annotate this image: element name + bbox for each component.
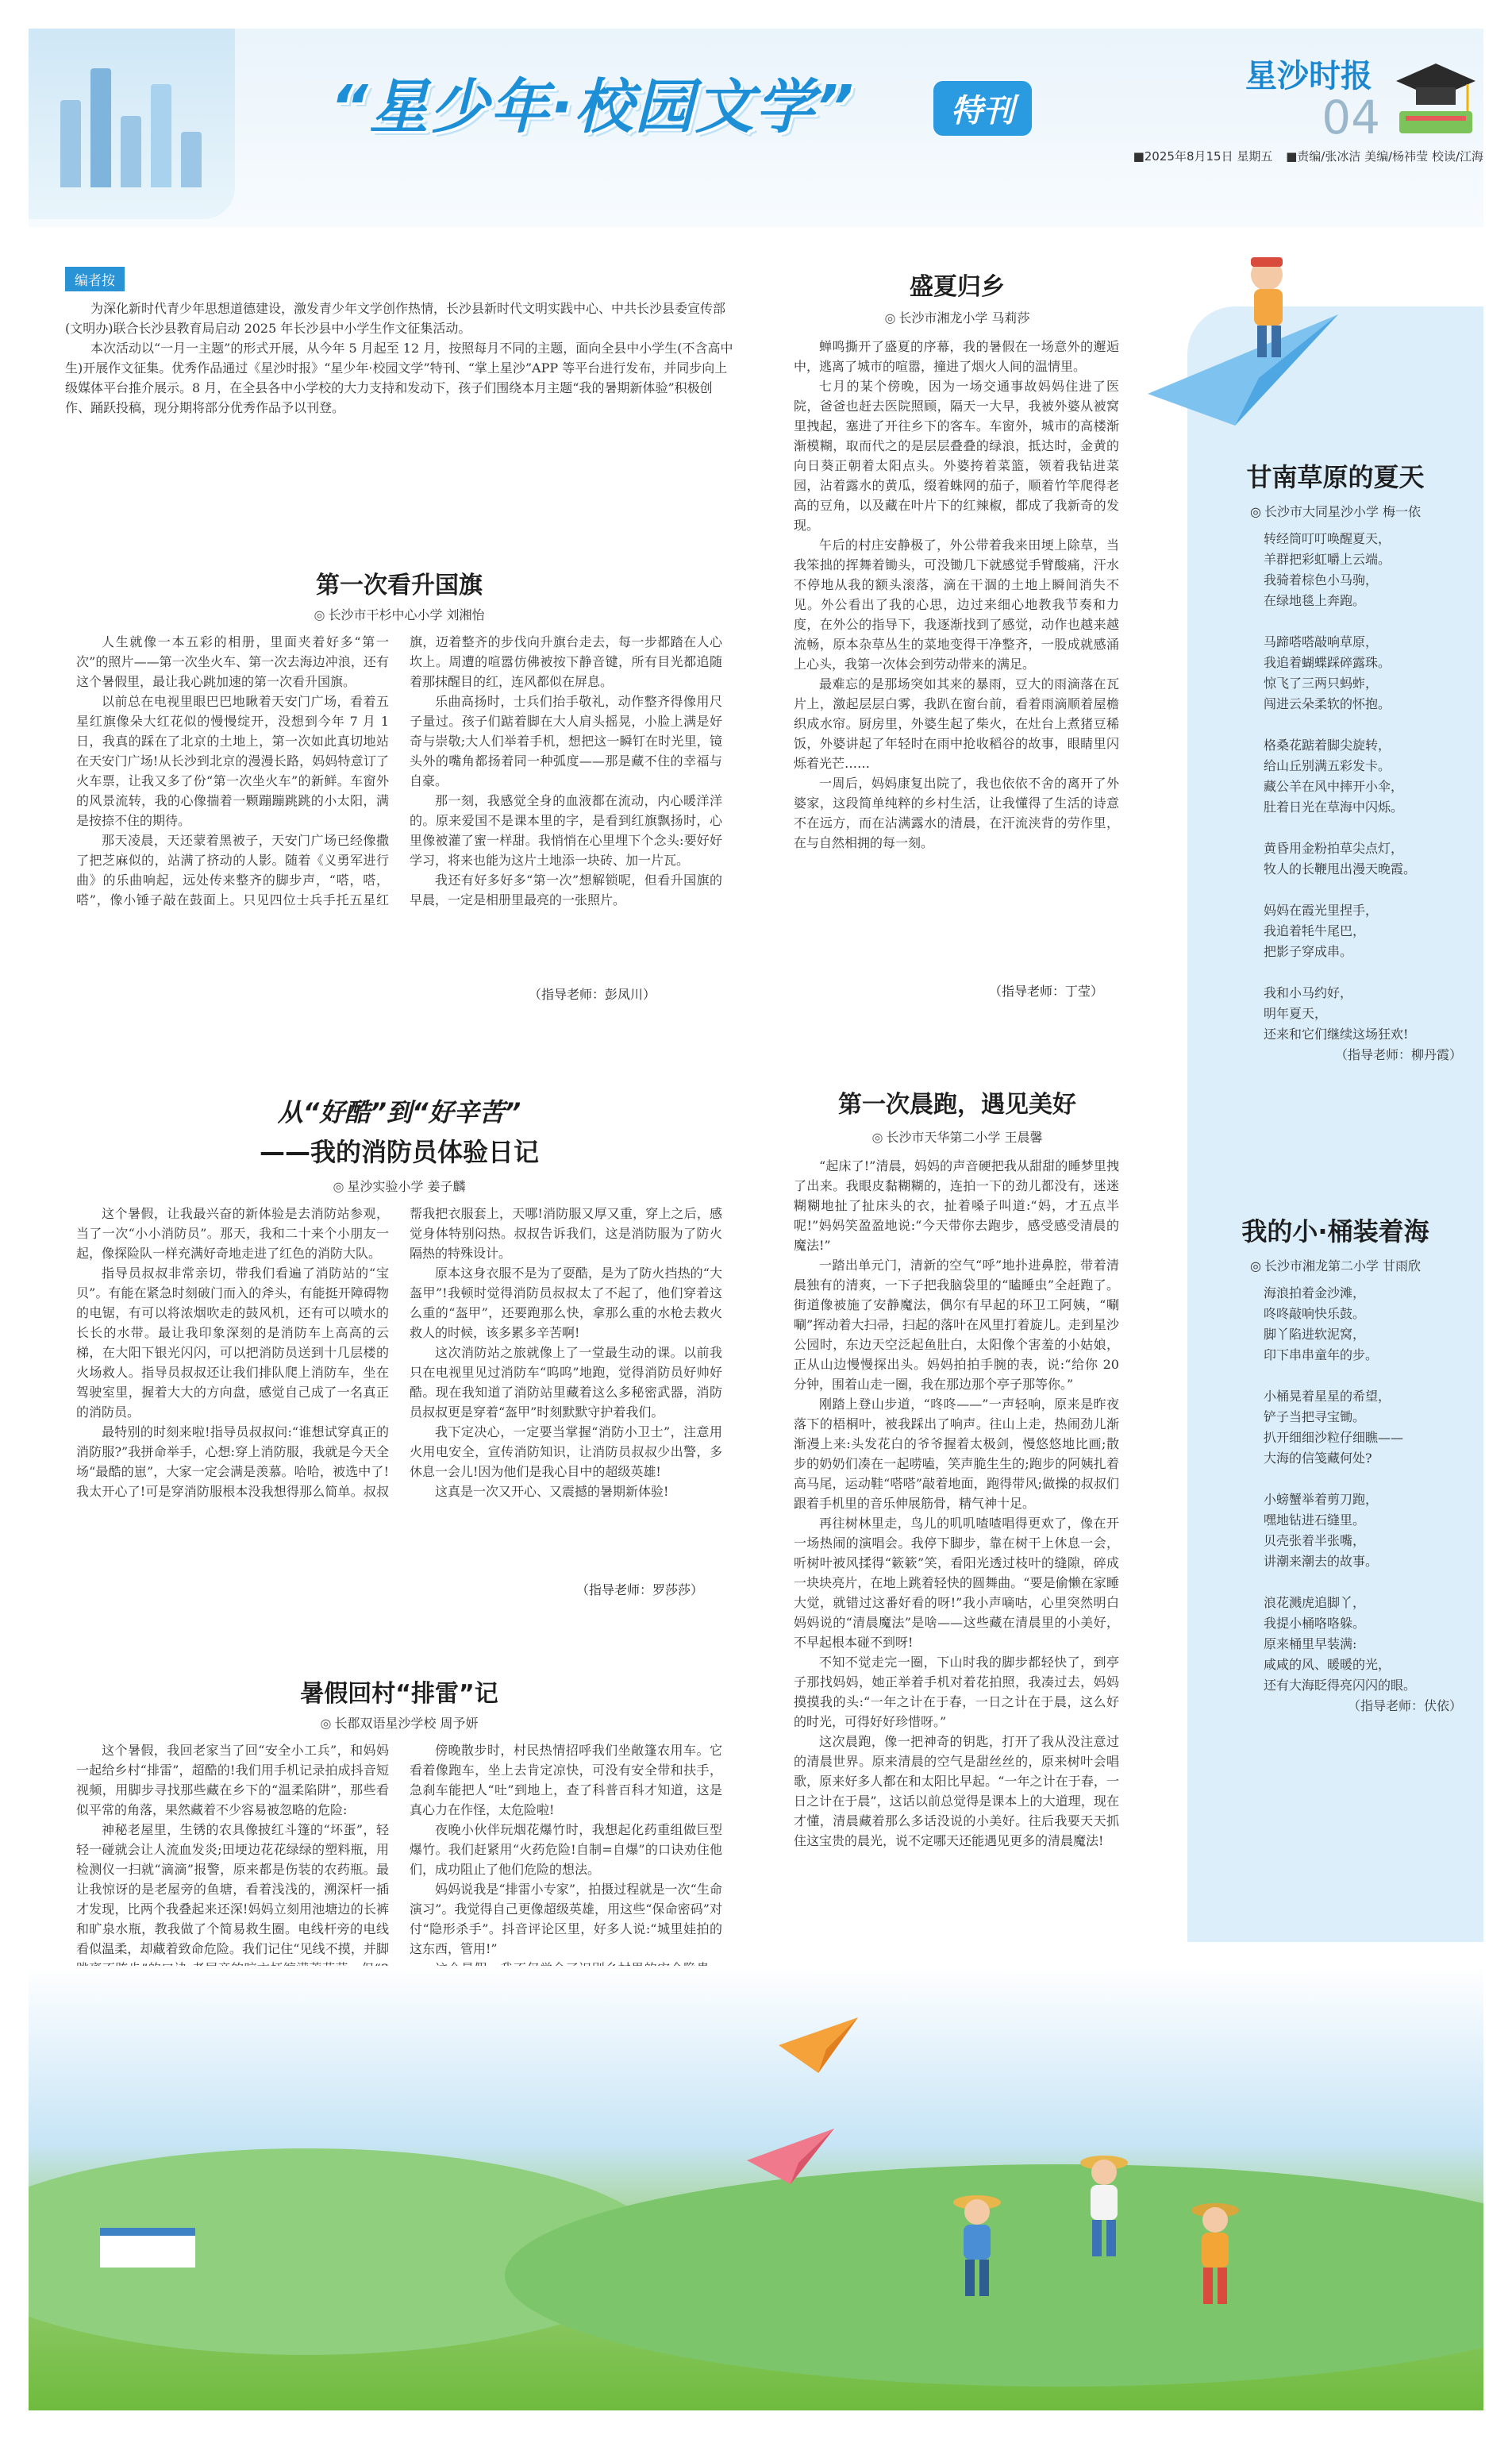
paragraph: 以前总在电视里眼巴巴地瞅着天安门广场，看着五星红旗像朵大红花似的慢慢绽开，没想到今年 7 月 1 日，我真的踩在了北京的土地上，第一次如此真切地站在天安门广场!从长沙到北京的漫漫长路，妈妈特意订了火车票，让我又多了份“第一次坐火车”的新鲜。车窗外的风景流转，我的心像揣着一颗蹦蹦跳跳的小太阳，满是按捺不住的期待。 (76, 694, 389, 828)
poem-line: 给山丘别满五彩发卡。 (1264, 758, 1391, 773)
article-subtitle-firefighter: ——我的消防员体验日记 (259, 1137, 539, 1167)
paragraph: 七月的某个傍晚，因为一场交通事故妈妈住进了医院，爸爸也赶去医院照顾，隔天一大早，我被外婆从被窝里拽起，塞进了开往乡下的客车。车窗外，城市的高楼渐渐模糊，取而代之的是层层叠叠的绿浪，抵达时，金黄的向日葵正朝着太阳点头。外婆挎着菜篮，领着我钻进菜园，沾着露水的黄瓜，缀着蛛网的茄子，顺着竹竿爬得老高的豆角，以及藏在叶片下的红辣椒，都成了我新奇的发现。 (794, 379, 1119, 533)
dateline (1124, 148, 1483, 164)
article-author-run: ◎ 长沙市天华第二小学 王晨馨 (759, 1127, 1156, 1146)
article-title-flag: 第一次看升国旗 (316, 572, 483, 599)
paper-plane-kid-illustration (1140, 243, 1346, 433)
paragraph: 这个暑假，我回老家当了回“安全小工兵”，和妈妈一起给乡村“排雷”，超酷的!我们用手机记录拍成抖音短视频，用脚步寻找那些藏在乡下的“温柔陷阱”，那些看似平常的角落，果然藏着不少容易被忽略的危险: (76, 1743, 389, 1817)
article-title-run: 第一次晨跑，遇见美好 (838, 1091, 1076, 1119)
editor-note (65, 299, 733, 418)
poem-line: 妈妈在霞光里捏手， (1264, 903, 1379, 918)
article-title-home: 盛夏归乡 (910, 273, 1005, 301)
paragraph: 乐曲高扬时，士兵们抬手敬礼，动作整齐得像用尺子量过。孩子们踮着脚在大人肩头摇晃，小脸上满是好奇与崇敬;大人们举着手机，想把这一瞬钉在时光里，镜头外的嘴角都扬着同一种弧度——那是藏不住的幸福与自豪。 (410, 694, 722, 788)
paragraph: 妈妈说我是“排雷小专家”，拍摄过程就是一次“生命演习”。我觉得自己更像超级英雄，用这些“保命密码”对付“隐形杀手”。抖音评论区里，好多人说:“城里娃拍的这东西，管用!” (410, 1882, 722, 1956)
special-issue-title: “星少年·校园文学” (330, 73, 856, 141)
teacher-credit-firefighter: （指导老师：罗莎莎） (576, 1582, 704, 1597)
paragraph: 那一刻，我感觉全身的血液都在流动，内心暖洋洋的。原来爱国不是课本里的字，是看到红旗飘扬时，心里像被灌了蜜一样甜。我悄悄在心里埋下个念头:要好好学习，将来也能为这片土地添一块砖、加一片瓦。 (410, 793, 722, 868)
page-header (29, 29, 1483, 227)
article-author-home: ◎ 长沙市湘龙小学 马莉莎 (759, 308, 1156, 326)
poem-title-gannan: 甘南草原的夏天 (1246, 462, 1425, 492)
poem-line: 原来桶里早装满: (1264, 1636, 1357, 1651)
paragraph: 夜晚小伙伴玩烟花爆竹时，我想起化药重组做巨型爆竹。我们赶紧用“火药危险!自制=自爆”的口诀劝住他们，成功阻止了他们危险的想法。 (410, 1822, 722, 1877)
teacher-credit-bucket: （指导老师：伏依） (1347, 1698, 1462, 1713)
article-author-village: ◎ 长郡双语星沙学校 周予妍 (65, 1713, 733, 1732)
paragraph: 神秘老屋里，生锈的农具像披红斗篷的“坏蛋”，轻轻一碰就会让人流血发炎;田埂边花花绿绿的塑料瓶，用检测仪一扫就“滴滴”报警，原来都是伤装的农药瓶。最让我惊讶的是老屋旁的鱼塘，看着浅浅的，溯深杆一插才发现，比两个我叠起来还深!妈妈立刻用池塘边的长裤和旷泉水瓶，教我做了个简易救生圈。电线杆旁的电线看似温柔，却藏着致命危险。我们记住“见线不摸，并脚 (76, 1822, 389, 1956)
poem-line: 嘿地钻进石缝里。 (1264, 1512, 1366, 1528)
paragraph: 原本这身衣服不是为了耍酷，是为了防火挡热的“大盔甲”!我顿时觉得消防员叔叔太了不起了，他们穿着这么重的“盔甲”，还要跑那么快，拿那么重的水枪去救火救人的时候，该多累多辛苦啊! (410, 1266, 722, 1340)
paragraph: 不知不觉走完一圈，下山时我的脚步都轻快了，到亭子那找妈妈，她正举着手机对着花拍照，我凑过去，妈妈摸摸我的头:“一年之计在于春，一日之计在于晨，这么好的时光，可得好好珍惜呀。” (794, 1655, 1119, 1729)
poem-line: 铲子当把寻宝锄。 (1264, 1409, 1366, 1424)
poem-line: 藏公羊在风中摔开小伞， (1264, 779, 1404, 794)
poem-line: 转经筒叮叮唤醒夏天， (1264, 531, 1391, 546)
paragraph: 蝉鸣撕开了盛夏的序幕，我的暑假在一场意外的邂逅中，逃离了城市的喧嚣，撞进了烟火人间的温情里。 (794, 339, 1119, 374)
teacher-credit-flag: （指导老师：彭凤川） (529, 987, 656, 1002)
article-author-flag: ◎ 长沙市干杉中心小学 刘湘怡 (65, 605, 733, 623)
newspaper-page (29, 29, 1483, 2410)
paragraph: 我下定决心，一定要当掌握“消防小卫士”，注意用火用电安全，宣传消防知识，让消防员叔叔少出警，多休息一会儿!因为他们是我心目中的超级英雄! (410, 1424, 722, 1479)
masthead: 星沙时报 (1245, 58, 1372, 94)
poem-line: 把影子穿成串。 (1264, 944, 1353, 959)
paragraph: 人生就像一本五彩的相册，里面夹着好多“第一次”的照片——第一次坐火车、第一次去海边冲浪，还有这个暑假里，最让我心跳加速的第一次看升国旗。 (76, 634, 389, 689)
paragraph: 最特别的时刻来啦!指导员叔叔问:“谁想试穿真正的消防服?”我拼命举手，心想:穿上消防服，我就是今天全场“最酷的崽”，大家一定会满是羡慕。哈哈，被选中了!我太开心了!可是穿消防服根本没我想得那么简单。叔叔帮我把衣服套上，天哪!消防服又厚又重，穿上之后，感觉身体特别闷热。叔叔告诉我们，这是消防服为了防火隔热的特殊设计。 (76, 1206, 722, 1499)
article-body-run (794, 1156, 1119, 1990)
poem-line: 黄昏用金粉拍草尖点灯， (1264, 841, 1404, 856)
poem-body-gannan (1264, 529, 1470, 1065)
poem-line: 还有大海眨得亮闪闪的眼。 (1264, 1678, 1417, 1693)
running-child-illustration (1187, 2196, 1243, 2315)
running-child-illustration (1076, 2148, 1132, 2268)
article-title-village: 暑假回村“排雷”记 (300, 1680, 498, 1708)
paper-plane-icon (743, 2125, 838, 2188)
page-number: 04 (1322, 91, 1380, 144)
paragraph: 这次晨跑，像一把神奇的钥匙，打开了我从没注意过的清晨世界。原来清晨的空气是甜丝丝的，原来树叶会唱歌，原来好多人都在和太阳比早起。“一年之计在于春，一日之计在于晨”，这话以前总觉得是课本上的大道理，现在才懂，清晨藏着那么多话没说的小美好。往后我要天天抓住这宝贵的晨光，说不定哪天还能遇见更多的清晨魔法! (794, 1734, 1119, 1848)
summer-landscape-illustration (29, 1966, 1483, 2410)
article-title-firefighter: 从“好酷”到“好辛苦” (277, 1097, 521, 1127)
poem-line: 我和小马约好， (1264, 985, 1353, 1000)
poem-line: 在绿地毯上奔跑。 (1264, 593, 1366, 608)
paragraph: 这个暑假，让我最兴奋的新体验是去消防站参观，当了一次“小小消防员”。那天，我和二十来个小朋友一起，像探险队一样充满好奇地走进了红色的消防大队。 (76, 1206, 389, 1261)
poem-line: 大海的信笺藏何处? (1264, 1451, 1372, 1466)
teacher-credit-gannan: （指导老师：柳丹霞） (1334, 1047, 1462, 1062)
poem-author-gannan: ◎ 长沙市大同星沙小学 梅一依 (1187, 502, 1483, 520)
paragraph: “起床了!”清晨，妈妈的声音硬把我从甜甜的睡梦里拽了出来。我眼皮黏糊糊的，连拍一下的劲儿都没有，迷迷糊糊地扯了扯床头的衣，扯着嗓子叫道:“妈，才五点半呢!”妈妈笑盈盈地说:“今天带你去跑步，感受感受清晨的魔法!” (794, 1158, 1119, 1253)
editor-note-paragraph: 本次活动以“一月一主题”的形式开展，从今年 5 月起至 12 月，按照每月不同的主题，面向全县中小学生(不含高中生)开展作文征集。优秀作品通过《星沙时报》“星少年·校园文学”特刊、“掌上星沙”APP 等平台进行发布，并同步向上级媒体平台推介展示。8 月，在全县各中小学校的大力支持和发动下，孩子们围绕本月主题“我的暑期新体验”积极创作、踊跃投稿，现分期将部分优秀作品予以刊登。 (65, 341, 733, 415)
poem-line: 我骑着棕色小马驹， (1264, 572, 1379, 588)
teacher-credit-home: （指导老师：丁莹） (989, 984, 1104, 999)
poem-line: 海浪拍着金沙滩， (1264, 1285, 1366, 1300)
paragraph: 那天凌晨，天还蒙着黑被子，天安门广场已经像撒了把芝麻似的，站满了挤动的人影。随着《义勇军进行曲》的乐曲响起，远处传来整齐的脚步声，“嗒，嗒，嗒”，像小锤子敲在鼓面上。只见四位士兵手托五星红旗，迈着整齐的步伐向升旗台走去，每一步都踏在人心坎上。周遭的喧嚣仿佛被按下静音键，所有目光都追随着那抹醒目的红，连风都似在屏息。 (76, 634, 722, 907)
article-body-home (794, 337, 1119, 972)
special-issue-badge: 特刊 (933, 81, 1032, 136)
paragraph: 这次消防站之旅就像上了一堂最生动的课。以前我只在电视里见过消防车“呜呜”地跑，觉得消防员好帅好酷。现在我知道了消防站里藏着这么多秘密武器，消防员叔叔更是穿着“盔甲”时刻默默守护着我们。 (410, 1345, 722, 1420)
poem-line: 脚丫陷进软泥窝， (1264, 1327, 1366, 1342)
poem-line: 浪花溅虎追脚丫， (1264, 1595, 1366, 1610)
poem-line: 羊群把彩虹嚼上云端。 (1264, 552, 1391, 567)
poem-line: 讲潮来潮去的故事。 (1264, 1554, 1379, 1569)
graduation-cap-icon (1388, 49, 1483, 137)
poem-line: 扒开细细沙粒仔细瞧—— (1264, 1430, 1404, 1445)
poem-line: 我追着蝴蝶踩碎露珠。 (1264, 655, 1391, 670)
poem-line: 小桶晃着星星的希望， (1264, 1389, 1391, 1404)
article-author-firefighter: ◎ 星沙实验小学 姜子麟 (65, 1177, 733, 1195)
poem-line: 咸咸的风、暖暖的光， (1264, 1657, 1391, 1672)
paragraph: 刚踏上登山步道，“咚咚——”一声轻响，原来是昨夜落下的梧桐叶，被我踩出了响声。往山上走，热闹劲儿渐渐漫上来:头发花白的爷爷握着太极剑，慢悠悠地比画;散步的奶奶们凑在一起唠嗑，笑声脆生生的;跑步的阿姨扎着高马尾，运动鞋“嗒嗒”敲着地面，跑得带风;做操的叔叔们跟着手机里的音乐伸展筋骨，精气神十足。 (794, 1397, 1119, 1511)
paper-plane-icon (775, 2013, 862, 2077)
article-body-firefighter (76, 1204, 722, 1601)
poem-line: 明年夏天， (1264, 1006, 1328, 1021)
paragraph: 我还有好多好多“第一次”想解锁呢，但看升国旗的早晨，一定是相册里最亮的一张照片。 (410, 873, 722, 907)
poem-line: 还来和它们继续这场狂欢! (1264, 1027, 1409, 1042)
paragraph: 午后的村庄安静极了，外公带着我来田埂上除草，当我笨拙的挥舞着锄头，可没锄几下就感觉手臂酸痛，汗水不停地从我的额头滚落，滴在干涸的土地上瞬间消失不见。外公看出了我的心思，边过来细心地教我节奏和力度，在外公的指导下，我逐渐找到了感觉，动作也越来越流畅，原本杂草丛生的菜地变得干净整齐，一股成就感涌上心头，我第一次体会到劳动带来的满足。 (794, 538, 1119, 672)
paragraph: 指导员叔叔非常亲切，带我们看遍了消防站的“宝贝”。有能在紧急时刻破门而入的斧头，有能挺开障碍物的电锯，有可以将浓烟吹走的鼓风机，还有可以喷水的长长的水带。最让我印象深刻的是消防车上高高的云梯，在大阳下银光闪闪，可以把消防员送到十几层楼的火场救人。指导员叔叔还让我们排队爬上消防车，坐在驾驶室里，握着大大的方向盘，感觉自己成了一名真正的消防员。 (76, 1266, 389, 1420)
poem-column (1187, 306, 1483, 1942)
article-body-flag (76, 632, 722, 1004)
farmhouse (100, 2228, 195, 2268)
paragraph: 再往树林里走，鸟儿的叽叽喳喳唱得更欢了，像在开一场热闹的演唱会。我停下脚步，靠在树干上休息一会，听树叶被风揉得“簌簌”笑，看阳光透过枝叶的缝隙，碎成一块块亮片，在地上跳着轻快的圆舞曲。“要是偷懒在家睡大觉，就错过这番好看的呀!”我小声嘀咕，心里突然明白妈妈说的“清晨魔法”是啥——这些藏在清晨里的小美好，不早起根本碰不到呀! (794, 1516, 1119, 1650)
poem-line: 闯进云朵柔软的怀抱。 (1264, 696, 1391, 711)
issue-date: ■2025年8月15日 星期五 (1133, 149, 1273, 164)
poem-line: 我提小桶咯咯躲。 (1264, 1616, 1366, 1631)
paragraph: 一踏出单元门，清新的空气“呼”地扑进鼻腔，带着清晨独有的清爽，一下子把我脑袋里的“瞌睡虫”全赶跑了。街道像被施了安静魔法，偶尔有早起的环卫工阿姨，“唰唰”挥动着大扫帚，扫起的落叶在风里打着旋儿。走到星沙公园时，东边天空泛起鱼肚白，太阳像个害羞的小姑娘，正从山边慢慢探出头。妈妈拍拍手腕的表，说:“给你 20 分钟，围着山走一圈，我在那边那个亭子那等你。” (794, 1258, 1119, 1392)
poem-line: 贝壳张着半张嘴， (1264, 1533, 1366, 1548)
poem-line: 小螃蟹举着剪刀跑， (1264, 1492, 1379, 1507)
city-illustration (29, 29, 235, 219)
running-child-illustration (949, 2188, 1005, 2307)
poem-body-bucket (1264, 1283, 1470, 1717)
poem-line: 惊飞了三两只蚂蚱， (1264, 676, 1379, 691)
editor-note-tag: 编者按 (65, 267, 125, 291)
poem-title-bucket: 我的小·桶装着海 (1241, 1216, 1429, 1246)
poem-author-bucket: ◎ 长沙市湘龙第二小学 甘雨欣 (1187, 1256, 1483, 1274)
paragraph: 这真是一次又开心、又震撼的暑期新体验! (435, 1484, 669, 1499)
poem-line: 印下串串童年的步。 (1264, 1347, 1379, 1362)
poem-line: 格桑花踮着脚尖旋转， (1264, 738, 1391, 753)
poem-line: 牧人的长鞭甩出漫天晚霞。 (1264, 861, 1417, 877)
poem-line: 马蹄嗒嗒敲响草原， (1264, 634, 1379, 649)
paragraph: 一周后，妈妈康复出院了，我也依依不舍的离开了外婆家，这段简单纯粹的乡村生活，让我懂得了生活的诗意不在远方，而在沾满露水的清晨，在汗流浃背的劳作里，在与自然相拥的每一刻。 (794, 776, 1119, 850)
paragraph: 最难忘的是那场突如其来的暴雨，豆大的雨滴落在瓦片上，激起层层白雾，我趴在窗台前，看着雨滴顺着屋檐织成水帘。厨房里，外婆生起了柴火，在灶台上煮猪豆稀饭，外婆讲起了年轻时在雨中抢收稻谷的故事，眼睛里闪烁着光芒…… (794, 676, 1119, 771)
editor-credits: ■责编/张冰洁 美编/杨祎莹 校读/江海 (1286, 149, 1483, 164)
poem-line: 咚咚敲响快乐鼓。 (1264, 1306, 1366, 1321)
poem-line: 我追着牦牛尾巴， (1264, 923, 1366, 938)
poem-line: 肚着日光在草海中闪烁。 (1264, 800, 1404, 815)
editor-note-paragraph: 为深化新时代青少年思想道德建设，激发青少年文学创作热情，长沙县新时代文明实践中心、中共长沙县委宣传部(文明办)联合长沙县教育局启动 2025 年长沙县中小学生作文征集活动。 (65, 301, 726, 336)
paragraph: 傍晚散步时，村民热情招呼我们坐敞篷农用车。它看着像跑车，坐上去肯定凉快，可没有安全带和扶手，急刹车能把人“吐”到地上，查了科普百科才知道，这是真心力在作怪，太危险啦! (410, 1743, 722, 1817)
